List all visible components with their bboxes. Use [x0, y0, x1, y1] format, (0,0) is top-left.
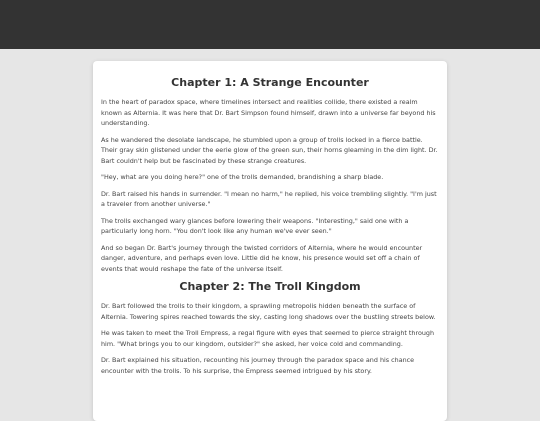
chapter-2-paragraph: He was taken to meet the Troll Empress, a regal figure with eyes that seemed to pierce straight through him. "What brings you to our kingdom, outsider?" she asked, her voice cold and commanding. [101, 329, 435, 348]
chapter-1-title: Chapter 1: A Strange Encounter [171, 76, 369, 89]
chapter-1-paragraph: In the heart of paradox space, where timelines intersect and realities collide, there existed a realm known as Alternia. It was here that Dr. Bart Simpson found himself, drawn into a universe far beyond his understanding. [101, 98, 436, 127]
chapter-1-paragraph: As he wandered the desolate landscape, he stumbled upon a group of trolls locked in a fierce battle. Their gray skin glistened under the eerie glow of the green sun, their horns gleaming in the dim light. Dr. Bart couldn't help but be fascinated by these strange creatures. [101, 135, 438, 165]
chapter-2-title: Chapter 2: The Troll Kingdom [179, 280, 361, 293]
story-card [93, 61, 447, 421]
chapter-1-paragraph: Dr. Bart raised his hands in surrender. "I mean no harm," he replied, his voice trembling slightly. "I'm just a traveler from another universe." [101, 189, 437, 208]
chapter-1-paragraph: The trolls exchanged wary glances before lowering their weapons. "Interesting," said one with a particularly long horn. "You don't look like any human we've ever seen." [101, 216, 409, 235]
chapter-1-paragraph: And so began Dr. Bart's journey through the twisted corridors of Alternia, where he would encounter danger, adventure, and perhaps even love. Little did he know, his presence would set off a chain of events that would reshape the fate of the universe itself. [101, 243, 423, 273]
chapter-1-paragraph: "Hey, what are you doing here?" one of the trolls demanded, brandishing a sharp blade. [101, 173, 384, 181]
top-bar [0, 0, 540, 49]
chapter-2-paragraph: Dr. Bart followed the trolls to their kingdom, a sprawling metropolis hidden beneath the surface of Alternia. Towering spires reached towards the sky, casting long shadows over the bustling streets below. [101, 302, 436, 321]
chapter-2-paragraph: Dr. Bart explained his situation, recounting his journey through the paradox space and his chance encounter with the trolls. To his surprise, the Empress seemed intrigued by his story. [101, 356, 415, 375]
